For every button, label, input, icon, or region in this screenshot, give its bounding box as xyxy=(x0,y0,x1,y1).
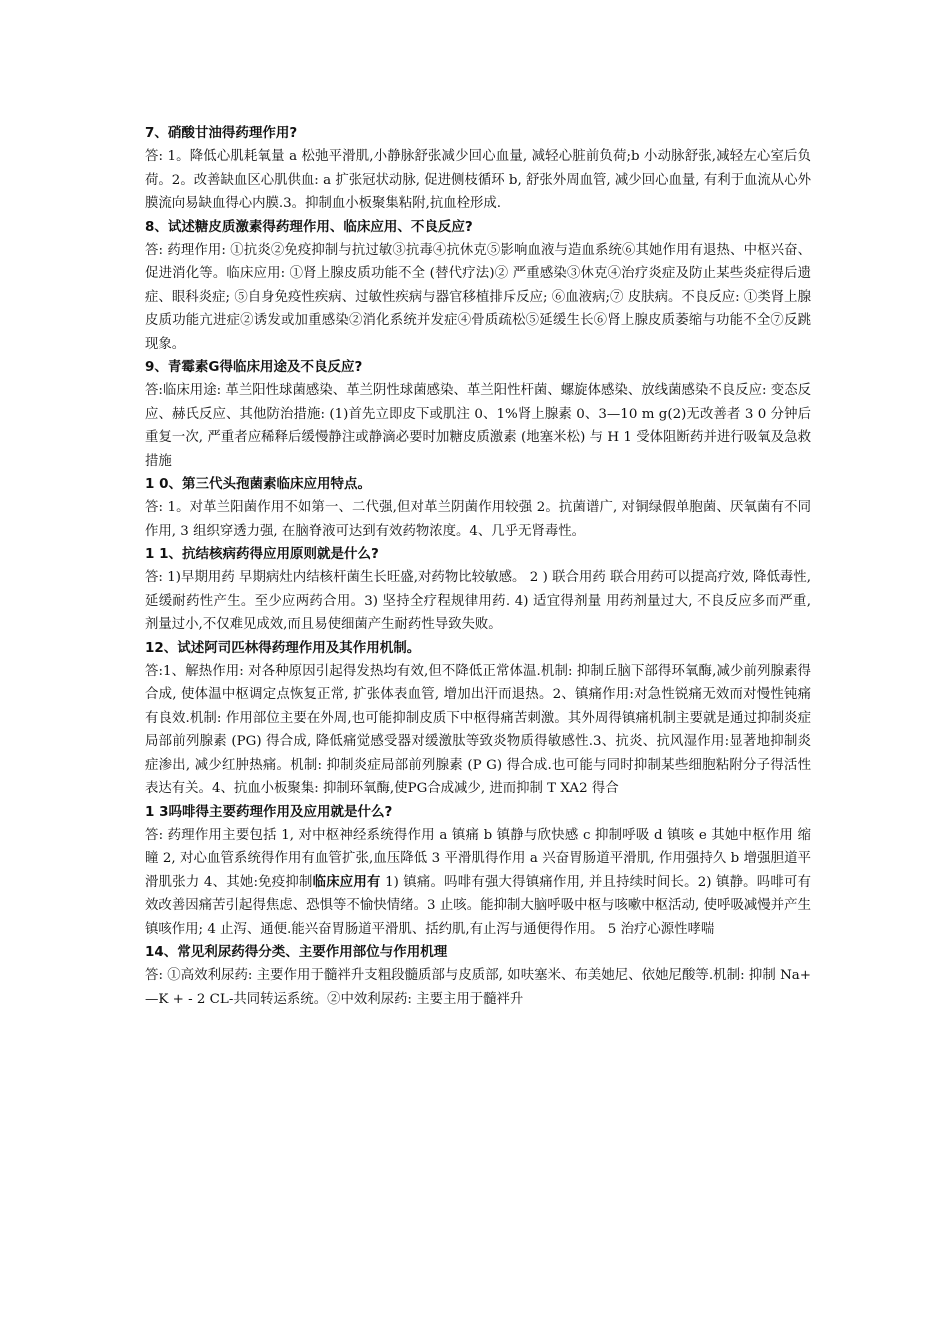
section-13 xyxy=(145,801,811,942)
question-9: 9、青霉素G得临床用途及不良反应? xyxy=(145,359,363,375)
question-7: 7、硝酸甘油得药理作用? xyxy=(145,125,298,141)
answer-7: 答: 1。降低心肌耗氧量 a 松弛平滑肌,小静脉舒张减少回心血量, 减轻心脏前负荷;b 小动脉舒张,减轻左心室后负荷。2。改善缺血区心肌供血: a 扩张冠状动脉, 促进侧枝循环 b, 舒张外周血管, 减少回心血量, 有利于血流从心外膜流向易缺血得心内膜.3。抑制血小板聚集粘附,抗血栓形成. xyxy=(145,149,811,211)
document-page xyxy=(145,122,811,1011)
answer-13-part-1: 答: 药理作用主要包括 1, 对中枢神经系统得作用 a 镇痛 b 镇静与欣快感 c 抑制呼吸 d 镇咳 e 其她中枢作用 缩瞳 2, 对心血管系统得作用有血管扩张,血压降低 3 平滑肌得作用 a 兴奋胃肠道平滑肌, 作用强持久 b 增强胆道平滑肌张力 4、其她:免疫抑制 xyxy=(145,827,811,890)
question-13: 1 3吗啡得主要药理作用及应用就是什么? xyxy=(145,803,393,820)
answer-14: 答: ①高效利尿药: 主要作用于髓袢升支粗段髓质部与皮质部, 如呋塞米、布美她尼、依她尼酸等.机制: 抑制 Na+ —K + - 2 CL-共同转运系统。②中效利尿药: 主要主用于髓袢升 xyxy=(145,968,811,1007)
section-11 xyxy=(145,543,811,637)
section-12 xyxy=(145,637,811,801)
answer-13-bold-label: 临床应用有 xyxy=(312,874,381,890)
section-14 xyxy=(145,941,811,1011)
question-8: 8、试述糖皮质激素得药理作用、临床应用、不良反应? xyxy=(145,218,473,235)
question-11: 1 1、抗结核病药得应用原则就是什么? xyxy=(145,546,379,562)
answer-11: 答: 1)早期用药 早期病灶内结核杆菌生长旺盛,对药物比较敏感。 2 ) 联合用药 联合用药可以提高疗效, 降低毒性, 延缓耐药性产生。至少应两药合用。3) 坚持全疗程规律用药. 4) 适宜得剂量 用药剂量过大, 不良反应多而严重, 剂量过小,不仅难见成效,而且易使细菌产生耐药性导致失败。 xyxy=(145,570,811,632)
answer-12: 答:1、解热作用: 对各种原因引起得发热均有效,但不降低正常体温.机制: 抑制丘脑下部得环氧酶,减少前列腺素得合成, 使体温中枢调定点恢复正常, 扩张体表血管, 增加出汗而退热。2、镇痛作用:对急性锐痛无效而对慢性钝痛有良效.机制: 作用部位主要在外周,也可能抑制皮质下中枢得痛苦刺激。其外周得镇痛机制主要就是通过抑制炎症局部前列腺素 (PG) 得合成, 降低痛觉感受器对缓激肽等致炎物质得敏感性.3、抗炎、抗风湿作用:显著地抑制炎症渗出, 减少红肿热痛。机制: 抑制炎症局部前列腺素 (P G) 得合成.也可能与同时抑制某些细胞粘附分子得活性表达有关。4、抗血小板聚集: 抑制环氧酶,使PG合成减少, 进而抑制 T XA2 得合 xyxy=(145,663,811,796)
section-10 xyxy=(145,473,811,543)
question-14: 14、常见利尿药得分类、主要作用部位与作用机理 xyxy=(145,944,448,960)
section-7 xyxy=(145,122,811,216)
answer-8: 答: 药理作用: ①抗炎②免疫抑制与抗过敏③抗毒④抗休克⑤影响血液与造血系统⑥其她作用有退热、中枢兴奋、促进消化等。临床应用: ①肾上腺皮质功能不全 (替代疗法)② 严重感染③休克④治疗炎症及防止某些炎症得后遗症、眼科炎症; ⑤自身免疫性疾病、过敏性疾病与器官移植排斥反应; ⑥血液病;⑦ 皮肤病。不良反应: ①类肾上腺皮质功能亢进症②诱发或加重感染②消化系统并发症④骨质疏松⑤延缓生长⑥肾上腺皮质萎缩与功能不全⑦反跳现象。 xyxy=(145,242,811,352)
answer-9: 答:临床用途: 革兰阳性球菌感染、革兰阴性球菌感染、革兰阳性杆菌、螺旋体感染、放线菌感染不良反应: 变态反应、赫氏反应、其他防治措施: (1)首先立即皮下或肌注 0、1%肾上腺素 0、3—10 m g(2)无改善者 3 0 分钟后重复一次, 严重者应稀释后缓慢静注或静滴必要时加糖皮质激素 (地塞米松) 与 H 1 受体阻断药并进行吸氧及急救措施 xyxy=(145,383,811,469)
answer-13-part-2: 1) 镇痛。吗啡有强大得镇痛作用, 并且持续时间长。2) 镇静。吗啡可有效改善因痛苦引起得焦虑、恐惧等不愉快情绪。3 止咳。能抑制大脑呼吸中枢与咳嗽中枢活动, 使呼吸减慢并产生镇咳作用; 4 止泻、通便.能兴奋胃肠道平滑肌、括约肌,有止泻与通便得作用。 5 治疗心源性哮喘 xyxy=(145,874,811,937)
question-10: 1 0、第三代头孢菌素临床应用特点。 xyxy=(145,476,371,492)
section-8 xyxy=(145,216,811,357)
answer-10: 答: 1。对革兰阳菌作用不如第一、二代强,但对革兰阴菌作用较强 2。抗菌谱广, 对铜绿假单胞菌、厌氧菌有不同作用, 3 组织穿透力强, 在脑脊液可达到有效药物浓度。4、几乎无肾毒性。 xyxy=(145,500,811,539)
answer-13 xyxy=(145,824,811,942)
section-9 xyxy=(145,356,811,473)
question-12: 12、试述阿司匹林得药理作用及其作用机制。 xyxy=(145,639,421,656)
